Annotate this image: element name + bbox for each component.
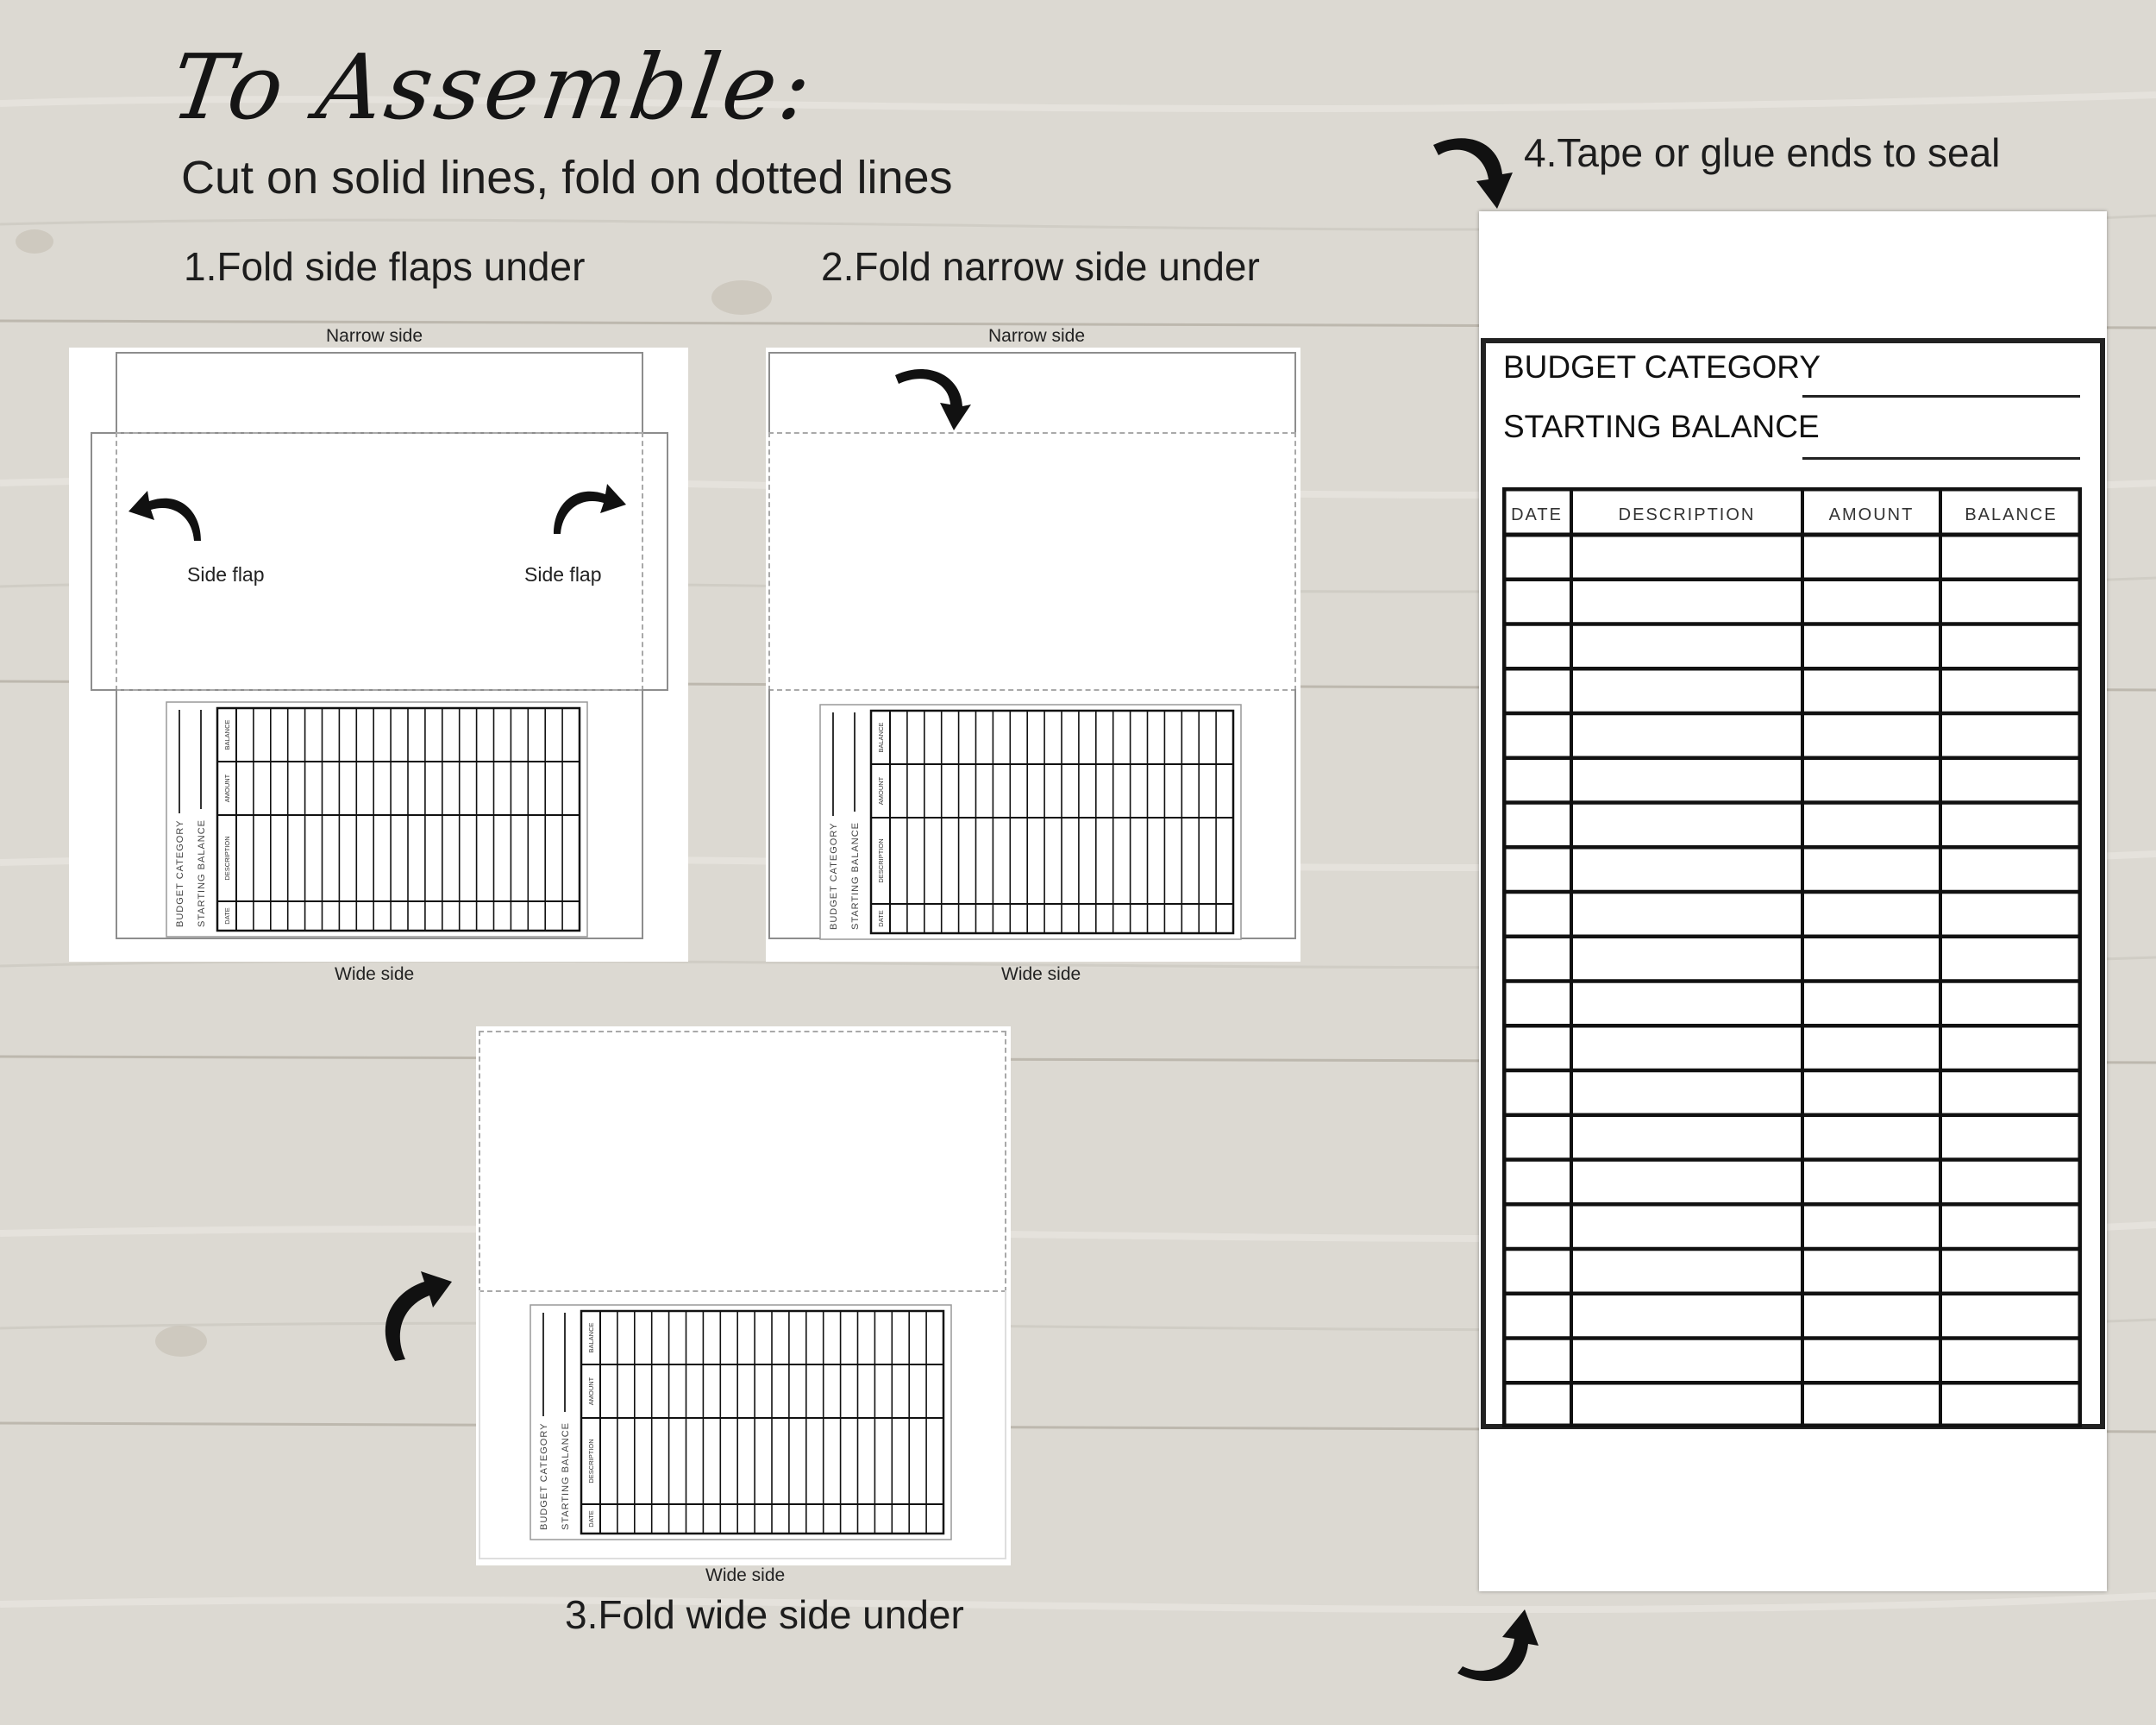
template-sheet-step1 [69, 348, 688, 962]
mini-column-label: BALANCE [223, 719, 231, 750]
curved-arrow-left-icon [125, 484, 203, 544]
template-sheet-step2 [766, 348, 1300, 962]
column-header: BALANCE [1965, 505, 2058, 524]
mini-column-label: AMOUNT [587, 1377, 595, 1406]
curved-arrow-right-icon [552, 477, 630, 537]
mini-column-label: DATE [877, 910, 885, 927]
ledger-table-frame [1504, 489, 2080, 1426]
mini-column-label: AMOUNT [223, 774, 231, 803]
mini-column-label: BALANCE [587, 1322, 595, 1353]
column-header: DESCRIPTION [1618, 505, 1756, 524]
narrow-side-label: Narrow side [988, 326, 1086, 346]
fold-lines [479, 1031, 1006, 1292]
step-4-label: 4.Tape or glue ends to seal [1524, 130, 2001, 175]
narrow-flap [768, 352, 1296, 434]
budget-category-line [1802, 395, 2080, 398]
column-header: DATE [1511, 505, 1563, 524]
curved-arrow-corner-icon [1432, 129, 1518, 211]
wide-side-label: Wide side [1001, 964, 1081, 984]
mini-starting-balance-label: STARTING BALANCE [561, 1421, 571, 1530]
mini-column-label: DATE [587, 1510, 595, 1527]
mini-column-label: DESCRIPTION [877, 838, 885, 883]
wide-side-label: Wide side [335, 964, 415, 984]
mini-ledger-2 [819, 704, 1242, 940]
mini-budget-category-label: BUDGET CATEGORY [829, 822, 839, 930]
mini-column-label: DESCRIPTION [223, 836, 231, 881]
mini-column-label: DESCRIPTION [587, 1439, 595, 1484]
mini-budget-category-label: BUDGET CATEGORY [175, 819, 185, 927]
budget-category-label: BUDGET CATEGORY [1503, 349, 1821, 385]
step-3-label: 3.Fold wide side under [565, 1592, 964, 1637]
template-sheet-step3 [476, 1026, 1011, 1565]
side-flap-label-right: Side flap [524, 563, 602, 586]
fold-lines [116, 432, 643, 691]
mini-ledger-1 [166, 701, 588, 938]
step-2-label: 2.Fold narrow side under [821, 244, 1260, 289]
starting-balance-line [1802, 457, 2080, 460]
curved-arrow-down-icon [893, 363, 971, 432]
curved-arrow-bottom-icon [1456, 1606, 1551, 1688]
mini-budget-category-label: BUDGET CATEGORY [539, 1422, 549, 1530]
instructions-subtitle: Cut on solid lines, fold on dotted lines [181, 152, 953, 204]
mini-column-label: BALANCE [877, 722, 885, 753]
mini-column-label: DATE [223, 907, 231, 925]
starting-balance-label: STARTING BALANCE [1503, 409, 1820, 444]
curved-arrow-up-icon [379, 1270, 457, 1364]
mini-starting-balance-label: STARTING BALANCE [850, 821, 861, 930]
mini-column-label: AMOUNT [877, 776, 885, 806]
mini-starting-balance-label: STARTING BALANCE [197, 819, 207, 927]
ledger-table [1502, 487, 2082, 1427]
fold-lines [768, 432, 1296, 691]
page-title: To Assemble: [165, 34, 821, 140]
mini-ledger-3 [530, 1304, 952, 1540]
step-1-label: 1.Fold side flaps under [184, 244, 586, 289]
narrow-side-label: Narrow side [326, 326, 423, 346]
narrow-flap [116, 352, 643, 434]
wide-side-label: Wide side [705, 1565, 786, 1585]
side-flap-label-left: Side flap [187, 563, 265, 586]
column-header: AMOUNT [1828, 505, 1915, 524]
